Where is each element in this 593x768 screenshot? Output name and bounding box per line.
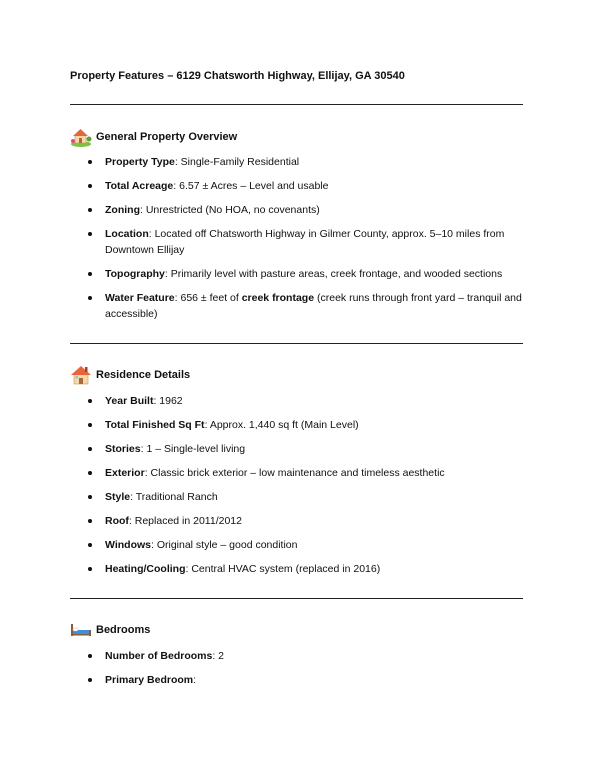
list-item: Number of Bedrooms: 2 bbox=[84, 648, 524, 664]
list-item: Total Acreage: 6.57 ± Acres – Level and usable bbox=[84, 178, 524, 194]
section-heading-label: Residence Details bbox=[96, 369, 191, 381]
list-item: Location: Located off Chatsworth Highway in Gilmer County, approx. 5–10 miles from Downtown Ellijay bbox=[84, 226, 524, 258]
section-heading-residence-details bbox=[70, 364, 190, 386]
list-item: Style: Traditional Ranch bbox=[84, 489, 524, 505]
section-heading-bedrooms bbox=[70, 619, 150, 641]
list-item: Zoning: Unrestricted (No HOA, no covenants) bbox=[84, 202, 524, 218]
residence-details-list bbox=[84, 393, 524, 577]
section-heading-label: General Property Overview bbox=[96, 131, 238, 143]
list-item: Property Type: Single-Family Residential bbox=[84, 154, 524, 170]
list-item: Roof: Replaced in 2011/2012 bbox=[84, 513, 524, 529]
section-divider bbox=[70, 104, 523, 105]
list-item: Stories: 1 – Single-level living bbox=[84, 441, 524, 457]
list-item: Total Finished Sq Ft: Approx. 1,440 sq ft (Main Level) bbox=[84, 417, 524, 433]
general-overview-list bbox=[84, 154, 524, 322]
section-divider bbox=[70, 598, 523, 599]
section-heading-label: Bedrooms bbox=[96, 624, 151, 636]
bedrooms-list bbox=[84, 648, 524, 688]
section-heading-general-property-overview bbox=[70, 126, 237, 148]
list-item: Topography: Primarily level with pasture areas, creek frontage, and wooded sections bbox=[84, 266, 524, 282]
list-item: Year Built: 1962 bbox=[84, 393, 524, 409]
list-item: Heating/Cooling: Central HVAC system (replaced in 2016) bbox=[84, 561, 524, 577]
house-with-garden-icon bbox=[70, 127, 92, 147]
bed-icon bbox=[70, 620, 92, 640]
list-item: Water Feature: 656 ± feet of creek frontage (creek runs through front yard – tranquil and accessible) bbox=[84, 290, 524, 322]
list-item: Windows: Original style – good condition bbox=[84, 537, 524, 553]
house-icon bbox=[70, 365, 92, 385]
section-divider bbox=[70, 343, 523, 344]
document-title: Property Features – 6129 Chatsworth Highway, Ellijay, GA 30540 bbox=[70, 70, 405, 82]
list-item: Exterior: Classic brick exterior – low maintenance and timeless aesthetic bbox=[84, 465, 524, 481]
list-item: Primary Bedroom: bbox=[84, 672, 524, 688]
